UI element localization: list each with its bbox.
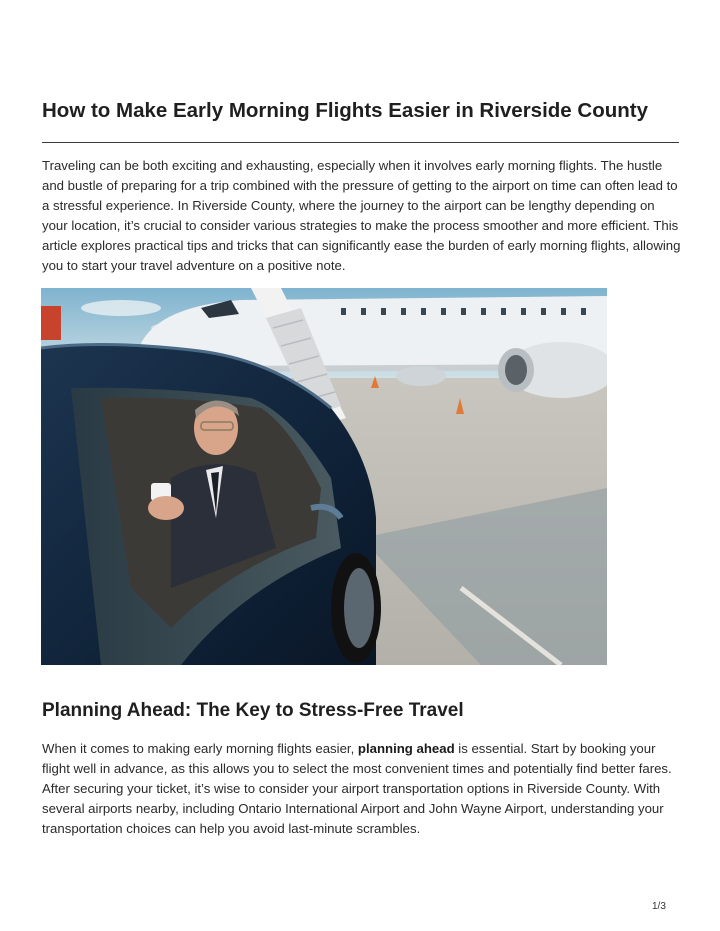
title-divider [42, 142, 679, 143]
section-heading: Planning Ahead: The Key to Stress-Free Travel [42, 700, 464, 721]
section-text-end: is essential. Start by booking your flight well in advance, as this allows you to select the most convenient times and potentially find better fares. After securing your ticket, it’s wise to consider your airport transportation options in Riverside County. With several airports nearby, including Ontario International Airport and John Wayne Airport, understanding your transportation choices can help you avoid last-minute scrambles. [42, 741, 672, 836]
article-title: How to Make Early Morning Flights Easier in Riverside County [42, 99, 649, 122]
section-text-start: When it comes to making early morning flights easier, [42, 741, 358, 756]
hero-photo [41, 288, 607, 665]
intro-paragraph: Traveling can be both exciting and exhausting, especially when it involves early morning flights. The hustle and bustle of preparing for a trip combined with the pressure of getting to the airport on time can often lead to a stressful experience. In Riverside County, where the journey to the airport can be lengthy depending on your location, it’s crucial to consider various strategies to make the process smoother and more efficient. This article explores practical tips and tricks that can significantly ease the burden of early morning flights, allowing you to start your travel adventure on a positive note. [42, 158, 681, 273]
section-paragraph [42, 739, 682, 839]
section-emphasis: planning ahead [357, 741, 455, 756]
page-number: 1/3 [652, 901, 666, 912]
